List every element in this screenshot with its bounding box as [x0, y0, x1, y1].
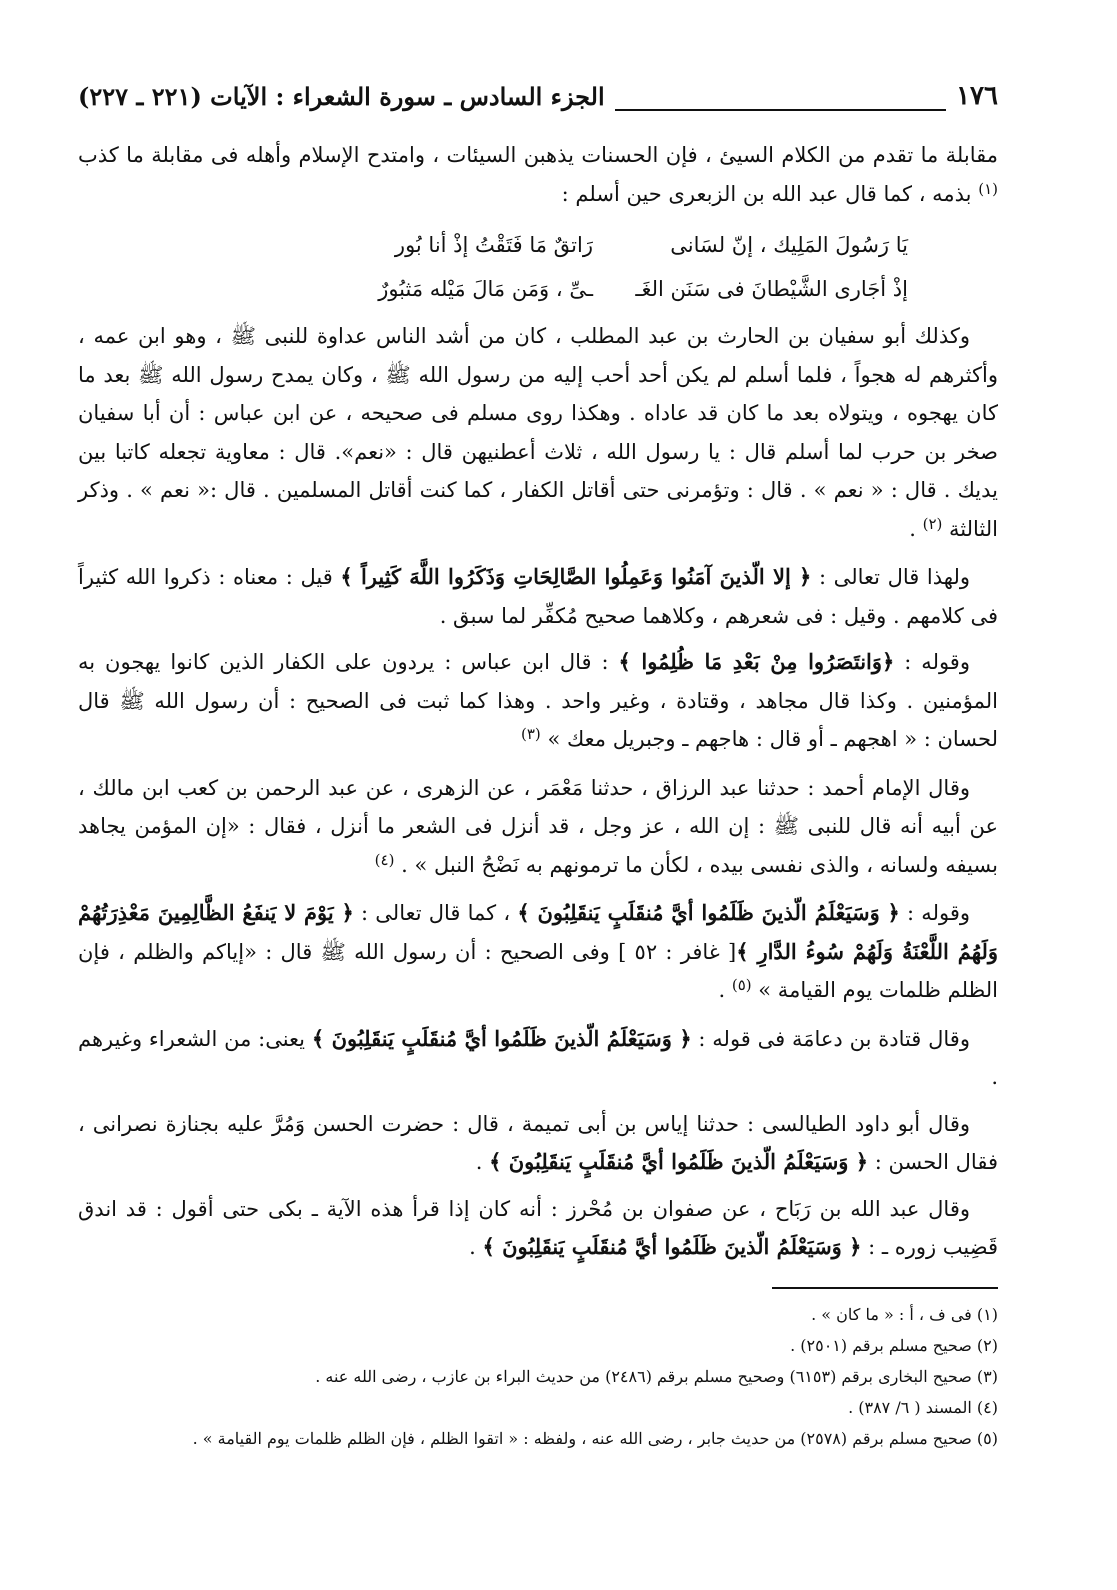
- paragraph-7: [78, 1020, 998, 1097]
- verse-hemistich: ـىِّ ، وَمَن مَالَ مَيْله مَثبُورٌ: [378, 277, 593, 301]
- footnote-5: (٥) صحيح مسلم برقم (٢٥٧٨) من حديث جابر ، رضى الله عنه ، ولفظه : « اتقوا الظلم ، فإن الظلم ظلمات يوم القيامة » .: [192, 1428, 998, 1448]
- paragraph-text: وقال أبو داود الطيالسى : حدثنا إياس بن أبى تميمة ، قال : حضرت الحسن وَمُرَّ عليه بجنازة نصرانى ، فقال الحسن :: [78, 1111, 998, 1174]
- footnote-1: (١) فى ف ، أ : « ما كان » .: [811, 1304, 998, 1324]
- paragraph-5: [78, 769, 998, 887]
- paragraph-text: بذمه ، كما قال عبد الله بن الزبعرى حين أسلم :: [561, 181, 979, 206]
- footnotes: [78, 1299, 998, 1454]
- footnote-separator: [772, 1287, 998, 1289]
- paragraph-text: وقوله :: [894, 650, 970, 674]
- footnote-ref: (٣): [521, 725, 541, 743]
- quran-quote: ﴿ إلا الّذينَ آمَنُوا وَعَمِلُوا الصَّالِحَاتِ وَذَكَرُوا اللَّهَ كَثِيراً ﴾: [340, 564, 812, 589]
- page-header: [78, 70, 998, 122]
- quran-quote: ﴿ وَسَيَعْلَمُ الّذينَ ظَلَمُوا أيَّ مُنقَلَبٍ يَنقَلِبُونَ ﴾: [311, 1025, 692, 1051]
- footnote-3: (٣) صحيح البخارى برقم (٦١٥٣) وصحيح مسلم برقم (٢٤٨٦) من حديث البراء بن عازب ، رضى الله عنه .: [315, 1366, 998, 1386]
- quran-quote: ﴿وَانتَصَرُوا مِنْ بَعْدِ مَا ظُلِمُوا ﴾: [618, 649, 895, 674]
- paragraph-8: [78, 1105, 998, 1182]
- paragraph-text: .: [718, 978, 732, 1002]
- footnote-2: (٢) صحيح مسلم برقم (٢٥٠١) .: [790, 1335, 998, 1355]
- paragraph-text: وقوله :: [899, 901, 970, 925]
- paragraph-1: [78, 136, 998, 215]
- verse-hemistich: يَا رَسُولَ المَلِيك ، إنّ لسَانى: [670, 233, 908, 257]
- footnote-ref: (٢): [922, 514, 943, 533]
- paragraph-text: ، كما قال تعالى :: [353, 901, 518, 925]
- verse-hemistich: رَاتقٌ مَا فَتَقْتُ إذْ أنا بُور: [394, 233, 593, 257]
- header-rule: [615, 109, 946, 111]
- quran-quote: ﴿ وَسَيَعْلَمُ الّذينَ ظَلَمُوا أيَّ مُنقَلَبٍ يَنقَلِبُونَ ﴾: [517, 900, 900, 925]
- paragraph-6: [78, 894, 998, 1012]
- paragraph-text: وقال قتادة بن دعامَة فى قوله :: [691, 1026, 970, 1051]
- paragraph-4: [78, 643, 998, 761]
- footnote-ref: (٥): [731, 976, 752, 994]
- paragraph-text: وكذلك أبو سفيان بن الحارث بن عبد المطلب ، كان من أشد الناس عداوة للنبى ﷺ ، وهو ابن عمه ، وأكثرهم له هجواً ، فلما أسلم لم يكن أحد أحب إليه من رسول الله ﷺ ، وكان يمدح رسول الله ﷺ بعد ما كان يهجوه ، ويتولاه بعد ما كان قد عاداه . وهكذا روى مسلم فى صحيحه ، عن ابن عباس : أن أبا سفيان صخر بن حرب لما أسلم قال : يا رسول الله ، ثلاث أعطنيهن قال : «نعم». قال : معاوية تجعله كاتبا بين يديك . قال : « نعم » . قال : وتؤمرنى حتى أقاتل الكفار ، كما كنت أقاتل المسلمين . قال :« نعم » . وذكر الثالثة: [78, 324, 998, 541]
- footnote-ref: (١): [978, 179, 998, 198]
- paragraph-text: [ غافر : ٥٢ ] وفى الصحيح : أن رسول الله ﷺ قال : «إياكم والظلم ، فإن الظلم ظلمات يوم القيامة »: [78, 939, 998, 1002]
- book-page: [78, 70, 998, 1454]
- verse-line: [78, 223, 998, 267]
- footnote-4: (٤) المسند ( ٦/ ٣٨٧) .: [848, 1397, 998, 1417]
- paragraph-text: ولهذا قال تعالى :: [811, 565, 970, 589]
- quran-quote: ﴿ وَسَيَعْلَمُ الّذينَ ظَلَمُوا أيَّ مُنقَلَبٍ يَنقَلِبُونَ ﴾: [482, 1234, 862, 1259]
- poem-verses: [78, 223, 998, 311]
- page-number: ١٧٦: [956, 81, 998, 111]
- quran-quote: ﴿ يَوْمَ لا يَنفَعُ الظَّالِمِينَ مَعْذِرَتُهُمْ وَلَهُمُ اللَّعْنَةُ وَلَهُمْ سُوءُ الدَّارِ ﴾: [78, 900, 998, 964]
- paragraph-text: : قال ابن عباس : يردون على الكفار الذين كانوا يهجون به المؤمنين . وكذا قال مجاهد ، وقتادة ، وغير واحد . وهذا كما ثبت فى الصحيح : أن رسول الله ﷺ قال لحسان : « اهجهم ـ أو قال : هاجهم ـ وجبريل معك »: [78, 650, 998, 751]
- paragraph-text: .: [909, 516, 923, 541]
- footnote-ref: (٤): [374, 850, 395, 869]
- paragraph-text: مقابلة ما تقدم من الكلام السيئ ، فإن الحسنات يذهبن السيئات ، وامتدح الإسلام وأهله فى مقابلة ما كذب: [78, 143, 998, 167]
- paragraph-text: وقال الإمام أحمد : حدثنا عبد الرزاق ، حدثنا مَعْمَر ، عن الزهرى ، عن عبد الرحمن بن كعب ابن مالك ، عن أبيه أنه قال للنبى ﷺ : إن الله ، عز وجل ، قد أنزل فى الشعر ما أنزل ، فقال : «إن المؤمن يجاهد بسيفه ولسانه ، والذى نفسى بيده ، لكأن ما ترمونهم به نَضْحُ النبل » .: [78, 775, 998, 877]
- paragraph-text: قيل : معناه : ذكروا الله كثيراً فى كلامهم . وقيل : فى شعرهم ، وكلاهما صحيح مُكفِّر لما سبق .: [78, 565, 998, 628]
- paragraph-text: .: [475, 1150, 490, 1174]
- paragraph-text: وقال عبد الله بن رَبَاح ، عن صفوان بن مُحْرز : أنه كان إذا قرأ هذه الآية ـ بكى حتى أقول : قد اندق قَضِيب زوره ـ :: [78, 1196, 998, 1259]
- paragraph-9: [78, 1190, 998, 1267]
- quran-quote: ﴿ وَسَيَعْلَمُ الّذينَ ظَلَمُوا أيَّ مُنقَلَبٍ يَنقَلِبُونَ ﴾: [489, 1149, 869, 1174]
- paragraph-2: [78, 317, 998, 550]
- paragraph-text: يعنى: من الشعراء وغيرهم .: [78, 1026, 998, 1089]
- verse-line: [78, 267, 998, 311]
- paragraph-3: [78, 558, 998, 635]
- verse-hemistich: إذْ أجَارى الشَّيْطانَ فى سَنَن الغَـ: [635, 277, 908, 301]
- paragraph-text: .: [469, 1235, 483, 1259]
- running-head: الجزء السادس ـ سورة الشعراء : الآيات (٢٢١ ـ ٢٢٧): [78, 81, 605, 111]
